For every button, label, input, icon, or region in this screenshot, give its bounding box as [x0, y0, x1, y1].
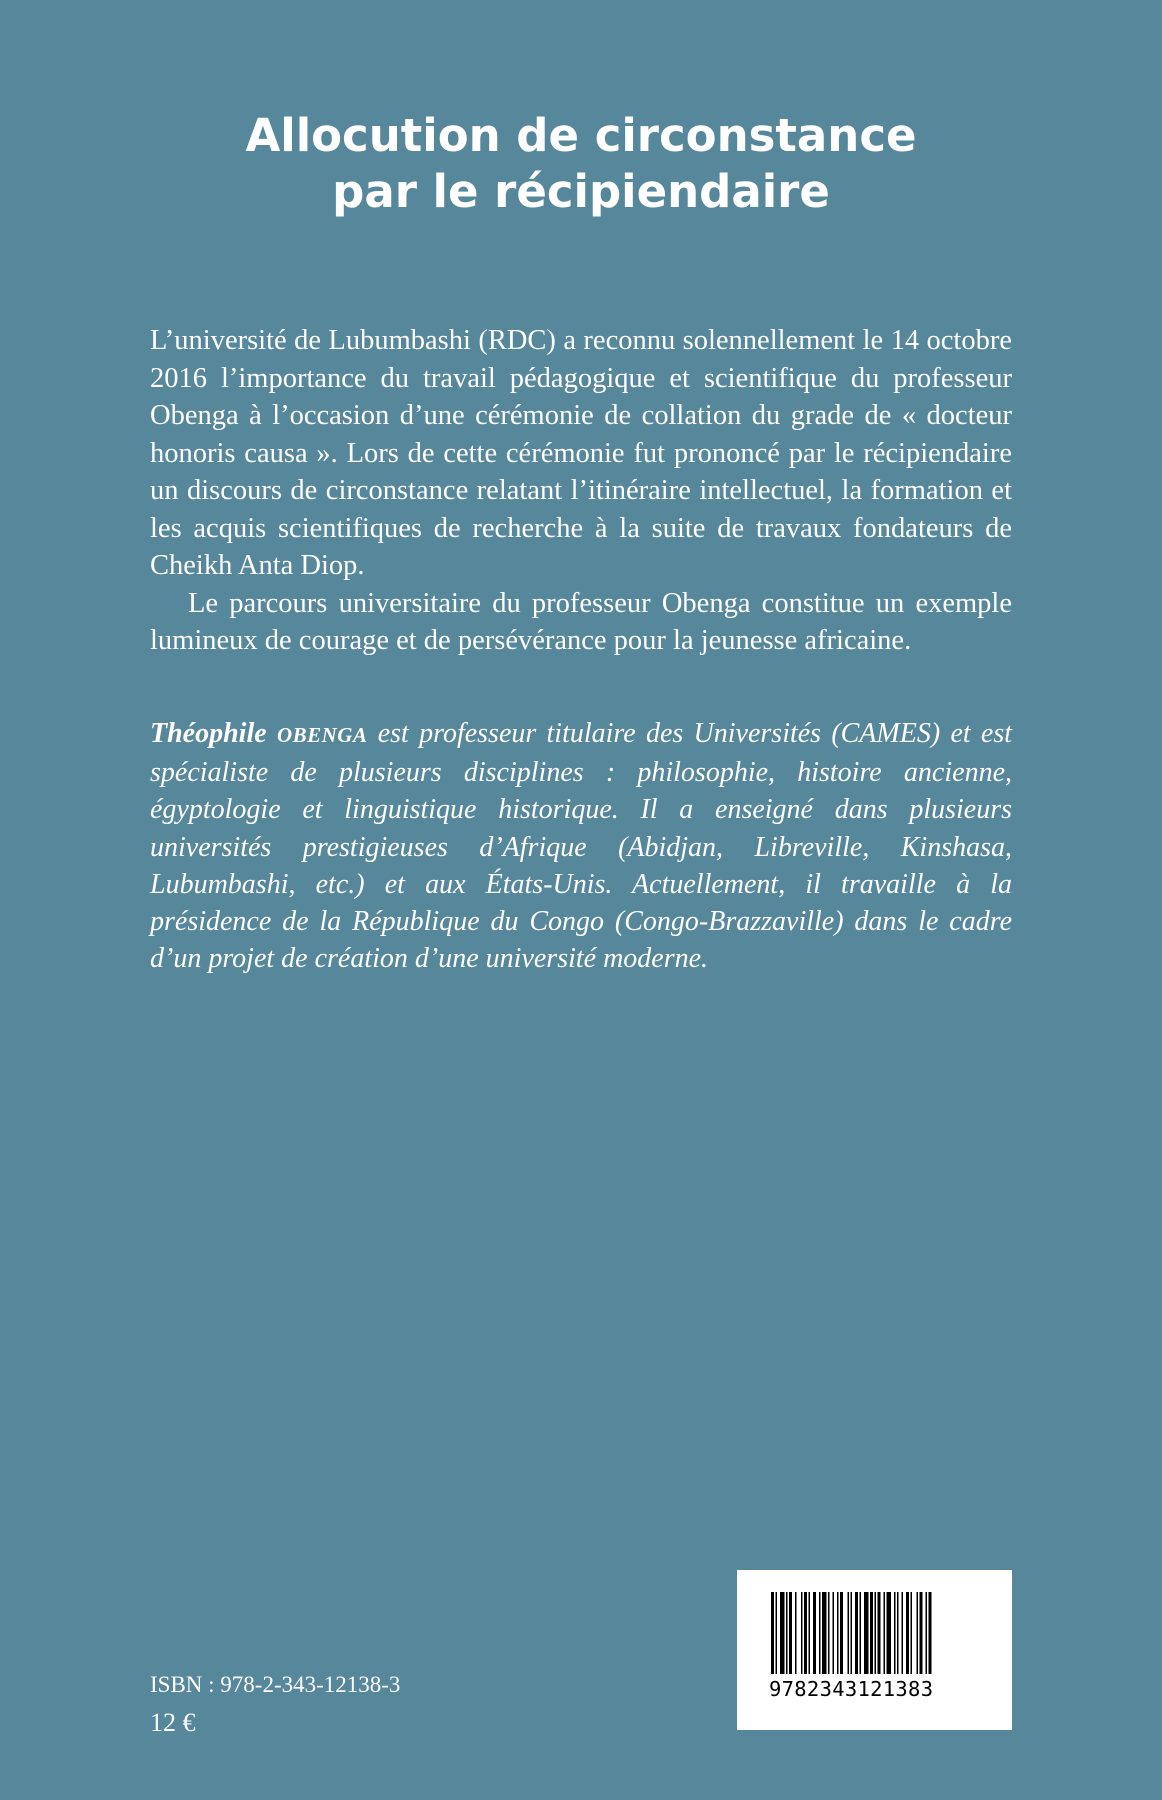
author-last-name: OBENGA — [276, 723, 368, 747]
barcode-panel — [737, 1570, 1012, 1730]
author-first-name: Théophile — [150, 718, 267, 749]
title-line-1: Allocution de circonstance — [245, 109, 917, 162]
book-title — [150, 108, 1012, 220]
barcode-icon — [769, 1592, 983, 1674]
author-bio-text: est professeur titulaire des Universités (CAMES) et est spécialiste de plusieurs disciplines : philosophie, histoire ancienne, égyptologie et linguistique historique. Il a enseigné dans plusieurs universités prestigieuses d’Afrique (Abidjan, Libreville, Kinshasa, Lubumbashi, etc.) et aux États-Unis. Actuellement, il travaille à la présidence de la République du Congo (Congo-Brazzaville) dans le cadre d’un projet de création d’une université moderne. — [150, 718, 1013, 975]
price-label: 12 € — [150, 1708, 196, 1737]
author-bio — [150, 715, 1012, 977]
title-line-2: par le récipiendaire — [332, 165, 830, 218]
author-name — [150, 718, 367, 749]
barcode-digits: 9782343121383 — [769, 1677, 934, 1701]
isbn-label: ISBN : 978-2-343-12138-3 — [150, 1672, 401, 1697]
book-summary — [150, 322, 1012, 660]
summary-paragraph-1: L’université de Lubumbashi (RDC) a reconnu solennellement le 14 octobre 2016 l’importance du travail pédagogique et scientifique du professeur Obenga à l’occasion d’une cérémonie de collation du grade de « docteur honoris causa ». Lors de cette cérémonie fut prononcé par le récipiendaire un discours de circonstance relatant l’itinéraire intellectuel, la formation et les acquis scientifiques de recherche à la suite de travaux fondateurs de Cheikh Anta Diop. — [150, 325, 1012, 581]
summary-paragraph-2: Le parcours universitaire du professeur Obenga constitue un exemple lumineux de courage et de persévérance pour la jeunesse africaine. — [150, 587, 1012, 656]
